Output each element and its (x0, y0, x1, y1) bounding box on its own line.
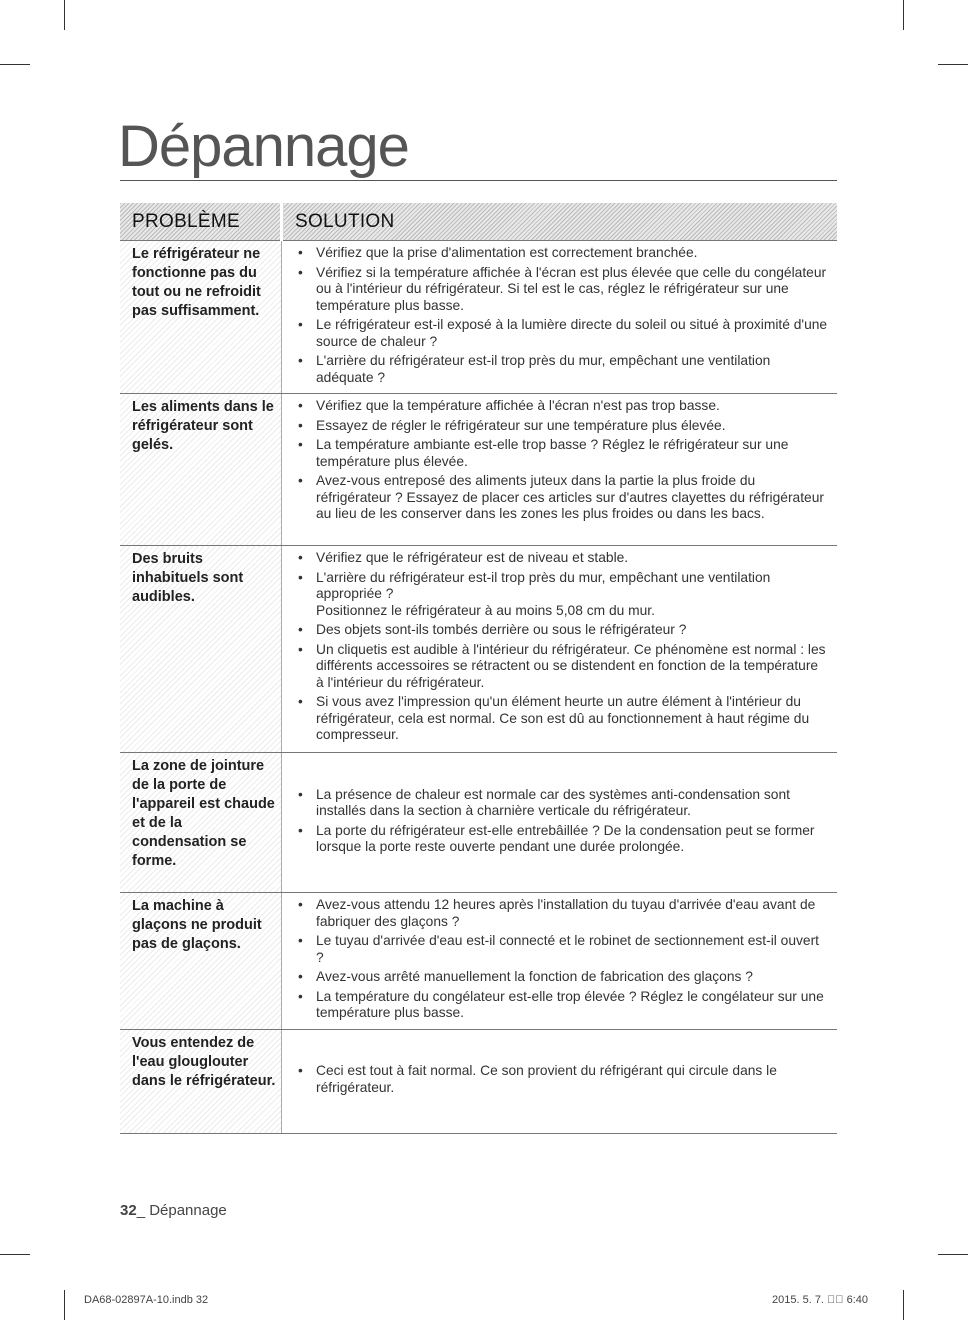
solution-item: • La température ambiante est-elle trop basse ? Réglez le réfrigérateur sur une température plus élevée. (292, 437, 829, 470)
solution-item: • L'arrière du réfrigérateur est-il trop près du mur, empêchant une ventilation appropriée ? Positionnez le réfrigérateur à au moins 5,08 cm du mur. (292, 570, 829, 620)
problem-cell: La machine à glaçons ne produit pas de glaçons. (120, 893, 282, 1030)
solution-item: • Des objets sont-ils tombés derrière ou sous le réfrigérateur ? (292, 622, 829, 639)
solution-cell (282, 1029, 838, 1133)
table-row (120, 893, 837, 1030)
solution-item: • Avez-vous entreposé des aliments juteux dans la partie la plus froide du réfrigérateur ? Essayez de placer ces articles sur d'autres clayettes du réfrigérateur au lieu de les conserver dans les zones les plus froides ou dans les bacs. (292, 473, 829, 523)
print-slug-left: DA68-02897A-10.indb 32 (84, 1294, 209, 1306)
table-row (120, 753, 837, 893)
solution-item: • Avez-vous arrêté manuellement la fonction de fabrication des glaçons ? (292, 969, 829, 986)
solution-cell (282, 893, 838, 1030)
title-rule (120, 180, 837, 181)
crop-mark (903, 1290, 904, 1320)
crop-mark (938, 64, 968, 65)
solution-list (292, 1063, 829, 1096)
solution-list (292, 550, 829, 744)
solution-list (292, 787, 829, 856)
crop-mark (938, 1254, 968, 1255)
problem-cell: Vous entendez de l'eau glouglouter dans le réfrigérateur. (120, 1029, 282, 1133)
crop-mark (64, 1290, 65, 1320)
table-row (120, 241, 837, 394)
solution-item: • Le réfrigérateur est-il exposé à la lumière directe du soleil ou situé à proximité d'une source de chaleur ? (292, 317, 829, 350)
footer-label: _ Dépannage (136, 1202, 227, 1219)
table-row (120, 394, 837, 546)
problem-cell: Les aliments dans le réfrigérateur sont gelés. (120, 394, 282, 546)
solution-item: • Vérifiez si la température affichée à l'écran est plus élevée que celle du congélateur ou à l'intérieur du réfrigérateur. Si tel est le cas, réglez le réfrigérateur sur une température plus basse. (292, 265, 829, 315)
solution-list (292, 398, 829, 523)
crop-mark (64, 0, 65, 30)
problem-cell: Le réfrigérateur ne fonctionne pas du tout ou ne refroidit pas suffisamment. (120, 241, 282, 394)
table-row (120, 546, 837, 753)
header-problem: PROBLÈME (120, 203, 282, 241)
crop-mark (903, 0, 904, 30)
solution-cell (282, 394, 838, 546)
table-header-row (120, 203, 837, 241)
solution-item: • La porte du réfrigérateur est-elle entrebâillée ? De la condensation peut se former lorsque la porte reste ouverte pendant une durée prolongée. (292, 823, 829, 856)
solution-list (292, 897, 829, 1022)
solution-item: • Si vous avez l'impression qu'un élément heurte un autre élément à l'intérieur du réfrigérateur, cela est normal. Ce son est dû au fonctionnement à haut régime du compresseur. (292, 694, 829, 744)
crop-mark (0, 1254, 30, 1255)
page-title: Dépannage (118, 114, 409, 179)
solution-item: • Avez-vous attendu 12 heures après l'installation du tuyau d'arrivée d'eau avant de fabriquer des glaçons ? (292, 897, 829, 930)
troubleshooting-table (120, 203, 837, 1134)
print-slug-right: 2015. 5. 7. ⃞⃞ 6:40 (772, 1294, 869, 1306)
crop-mark (0, 64, 30, 65)
solution-cell (282, 546, 838, 753)
solution-item: • La température du congélateur est-elle trop élevée ? Réglez le congélateur sur une température plus basse. (292, 989, 829, 1022)
solution-item: • L'arrière du réfrigérateur est-il trop près du mur, empêchant une ventilation adéquate ? (292, 353, 829, 386)
solution-cell (282, 753, 838, 893)
solution-item: • Le tuyau d'arrivée d'eau est-il connecté et le robinet de sectionnement est-il ouvert ? (292, 933, 829, 966)
problem-cell: Des bruits inhabituels sont audibles. (120, 546, 282, 753)
page-number: 32 (120, 1202, 137, 1219)
solution-item: • La présence de chaleur est normale car des systèmes anti-condensation sont installés dans la section à charnière verticale du réfrigérateur. (292, 787, 829, 820)
table-row (120, 1029, 837, 1133)
solution-list (292, 245, 829, 386)
solution-cell (282, 241, 838, 394)
solution-item: • Vérifiez que la température affichée à l'écran n'est pas trop basse. (292, 398, 829, 415)
problem-cell: La zone de jointure de la porte de l'appareil est chaude et de la condensation se forme. (120, 753, 282, 893)
solution-item: • Essayez de régler le réfrigérateur sur une température plus élevée. (292, 418, 829, 435)
table-body (120, 241, 837, 1134)
page-footer (120, 1202, 227, 1219)
solution-item: • Vérifiez que le réfrigérateur est de niveau et stable. (292, 550, 829, 567)
solution-item: • Un cliquetis est audible à l'intérieur du réfrigérateur. Ce phénomène est normal : les différents accessoires se rétractent ou se distendent en fonction de la température à l'intérieur du réfrigérateur. (292, 642, 829, 692)
solution-item: • Ceci est tout à fait normal. Ce son provient du réfrigérant qui circule dans le réfrigérateur. (292, 1063, 829, 1096)
header-solution: SOLUTION (282, 203, 838, 241)
solution-item: • Vérifiez que la prise d'alimentation est correctement branchée. (292, 245, 829, 262)
